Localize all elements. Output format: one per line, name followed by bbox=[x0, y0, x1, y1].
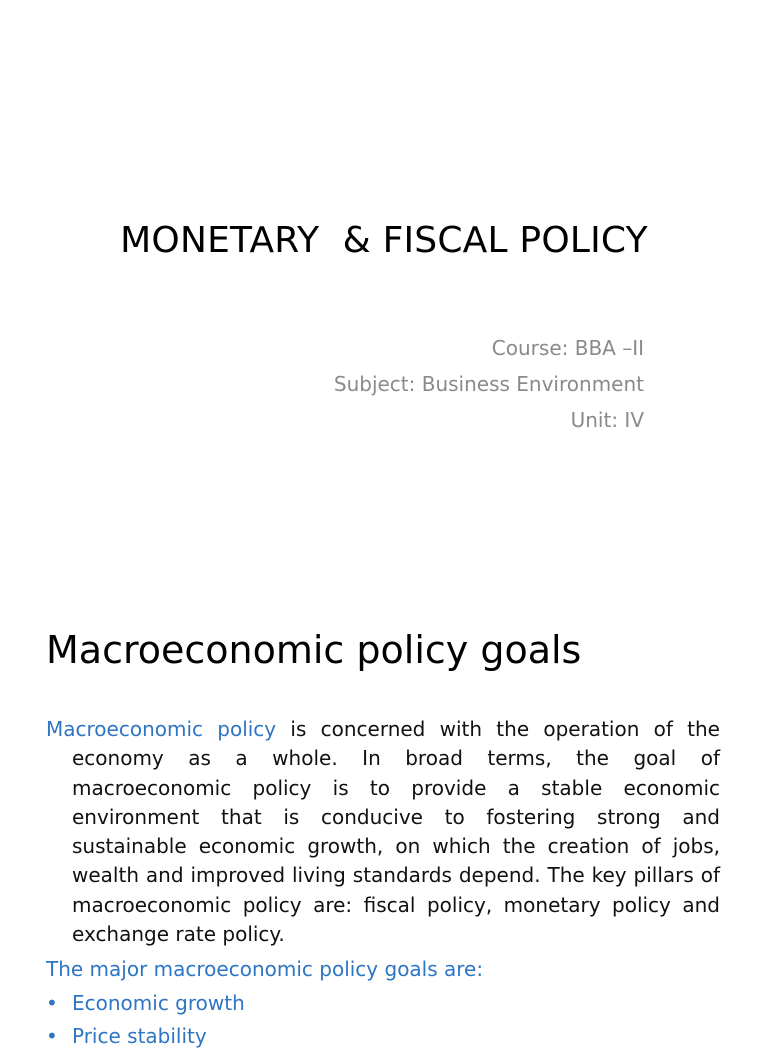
goal-label: Economic growth bbox=[72, 991, 245, 1016]
slide-heading: Macroeconomic policy goals bbox=[46, 628, 582, 672]
goals-list bbox=[46, 987, 720, 1053]
slide-body bbox=[46, 715, 720, 1053]
goals-intro: The major macroeconomic policy goals are: bbox=[46, 957, 484, 982]
course-line: Course: BBA –II bbox=[491, 336, 644, 360]
list-item bbox=[46, 987, 720, 1020]
list-item bbox=[46, 1020, 720, 1053]
subtitle-block bbox=[334, 330, 644, 438]
intro-paragraph bbox=[46, 715, 720, 949]
goal-label: Price stability bbox=[72, 1024, 207, 1049]
highlight-term: Macroeconomic policy bbox=[46, 717, 277, 741]
unit-line: Unit: IV bbox=[570, 408, 644, 432]
paragraph-text: is concerned with the operation of the economy as a whole. In broad terms, the goal of macroeconomic policy is to provide a stable economic environment that is conducive to fostering strong and sustainable economic growth, on which the creation of jobs, wealth and improved living standards depend. The key pillars of macroeconomic policy are: fiscal policy, monetary policy and exchange rate policy. bbox=[72, 717, 720, 947]
bullet-icon: • bbox=[46, 991, 58, 1016]
bullet-icon: • bbox=[46, 1024, 58, 1049]
presentation-title: MONETARY & FISCAL POLICY bbox=[120, 220, 648, 261]
subject-line: Subject: Business Environment bbox=[333, 372, 644, 396]
